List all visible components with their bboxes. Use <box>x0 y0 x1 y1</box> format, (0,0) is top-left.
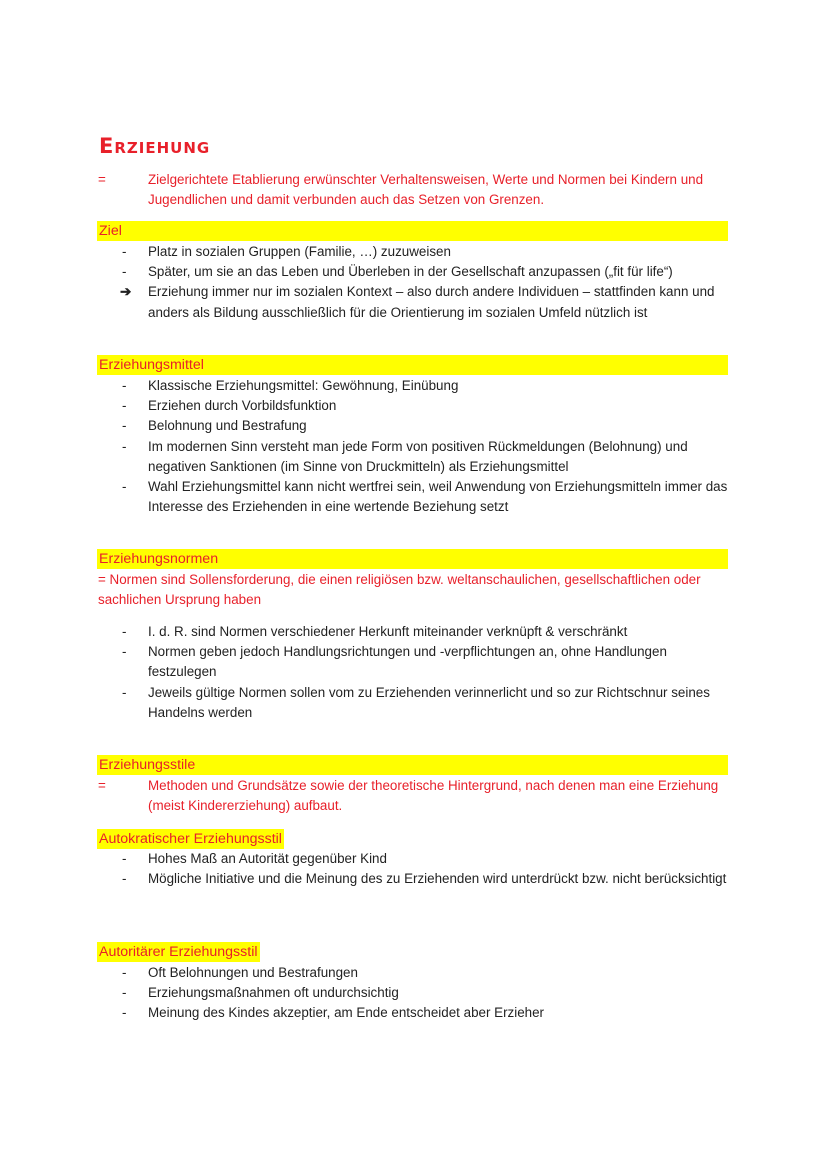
stile-definition-text: Methoden und Grundsätze sowie der theoretische Hintergrund, nach denen man eine Erziehung (meist Kindererziehung) aufbaut. <box>148 778 719 813</box>
list-item <box>98 262 738 282</box>
page-title: Erziehung <box>99 134 211 158</box>
list-item-text: Erziehungsmaßnahmen oft undurchsichtig <box>148 985 399 1001</box>
dash-bullet: - <box>122 438 127 454</box>
list-item-text: Erziehung immer nur im sozialen Kontext – also durch andere Individuen – stattfinden kann und anders als Bildung ausschließlich für die Orientierung im sozialen Umfeld nützlich ist <box>148 284 715 320</box>
dash-bullet: - <box>122 985 127 1001</box>
list-item <box>98 282 738 322</box>
list-autoritaer <box>98 963 738 1024</box>
list-item <box>98 642 738 682</box>
arrow-right-icon: ➔ <box>120 284 132 300</box>
list-item <box>98 683 738 723</box>
list-item <box>98 1003 738 1023</box>
dash-bullet: - <box>122 1005 127 1021</box>
dash-bullet: - <box>122 479 127 495</box>
list-item-text: Belohnung und Bestrafung <box>148 418 307 434</box>
section-heading-erziehungsnormen: Erziehungsnormen <box>97 549 728 569</box>
list-item <box>98 242 738 262</box>
dash-bullet: - <box>122 244 127 259</box>
list-item-text: Später, um sie an das Leben und Überleben in der Gesellschaft anzupassen („fit für life“) <box>148 264 673 280</box>
list-item <box>98 396 738 416</box>
dash-bullet: - <box>122 644 127 660</box>
list-item <box>98 849 738 869</box>
list-item-text: Oft Belohnungen und Bestrafungen <box>148 965 358 980</box>
section-heading-erziehungsmittel: Erziehungsmittel <box>97 355 728 375</box>
dash-bullet: - <box>122 871 127 887</box>
dash-bullet: - <box>122 264 127 280</box>
list-erziehungsmittel <box>98 376 738 517</box>
list-item-text: Jeweils gültige Normen sollen vom zu Erziehenden verinnerlicht und so zur Richtschnur seines Handelns werden <box>148 684 710 720</box>
normen-definition-text: = Normen sind Sollensforderung, die einen religiösen bzw. weltanschaulichen, gesellschaftlichen oder sachlichen Ursprung haben <box>98 572 701 607</box>
list-item-text: Im modernen Sinn versteht man jede Form von positiven Rückmeldungen (Belohnung) und negativen Sanktionen (im Sinne von Druckmitteln) als Erziehungsmittel <box>148 438 688 474</box>
dash-bullet: - <box>122 624 127 639</box>
list-item <box>98 416 738 436</box>
list-item-text: Meinung des Kindes akzeptier, am Ende entscheidet aber Erzieher <box>148 1005 545 1021</box>
dash-bullet: - <box>122 851 127 866</box>
dash-bullet: - <box>122 378 127 393</box>
dash-bullet: - <box>122 965 127 980</box>
list-item <box>98 869 738 889</box>
list-item-text: Klassische Erziehungsmittel: Gewöhnung, Einübung <box>148 378 459 393</box>
section-heading-autoritaer: Autoritärer Erziehungsstil <box>99 944 258 960</box>
intro-definition <box>98 170 738 210</box>
section-heading-erziehungsstile: Erziehungsstile <box>97 755 728 775</box>
stile-definition <box>98 776 738 816</box>
list-item <box>98 963 738 983</box>
list-item <box>98 376 738 396</box>
dash-bullet: - <box>122 684 127 700</box>
dash-bullet: - <box>122 418 127 434</box>
list-item-text: Mögliche Initiative und die Meinung des zu Erziehenden wird unterdrückt bzw. nicht berücksichtigt <box>148 871 727 887</box>
list-item-text: I. d. R. sind Normen verschiedener Herkunft miteinander verknüpft & verschränkt <box>148 624 628 639</box>
list-item-text: Hohes Maß an Autorität gegenüber Kind <box>148 851 387 866</box>
normen-definition <box>98 570 738 610</box>
list-item <box>98 983 738 1003</box>
dash-bullet: - <box>122 398 127 414</box>
list-erziehungsnormen <box>98 622 738 723</box>
intro-definition-text: Zielgerichtete Etablierung erwünschter Verhaltensweisen, Werte und Normen bei Kindern und Jugendlichen und damit verbunden auch das Setzen von Grenzen. <box>148 172 704 207</box>
list-ziel <box>98 242 738 323</box>
section-heading-ziel: Ziel <box>97 221 728 241</box>
section-heading-autokratisch: Autokratischer Erziehungsstil <box>99 831 282 847</box>
list-item-text: Wahl Erziehungsmittel kann nicht wertfrei sein, weil Anwendung von Erziehungsmitteln immer das Interesse des Erziehenden in eine wertende Beziehung setzt <box>148 479 728 515</box>
list-item <box>98 622 738 642</box>
list-item-text: Platz in sozialen Gruppen (Familie, …) zuzuweisen <box>148 244 451 259</box>
equals-sign: = <box>98 778 106 793</box>
list-item <box>98 437 738 477</box>
equals-sign: = <box>98 172 106 187</box>
list-item-text: Normen geben jedoch Handlungsrichtungen und -verpflichtungen an, ohne Handlungen festzulegen <box>148 644 667 680</box>
list-item-text: Erziehen durch Vorbildsfunktion <box>148 398 337 414</box>
list-autokratisch <box>98 849 738 889</box>
list-item <box>98 477 738 517</box>
